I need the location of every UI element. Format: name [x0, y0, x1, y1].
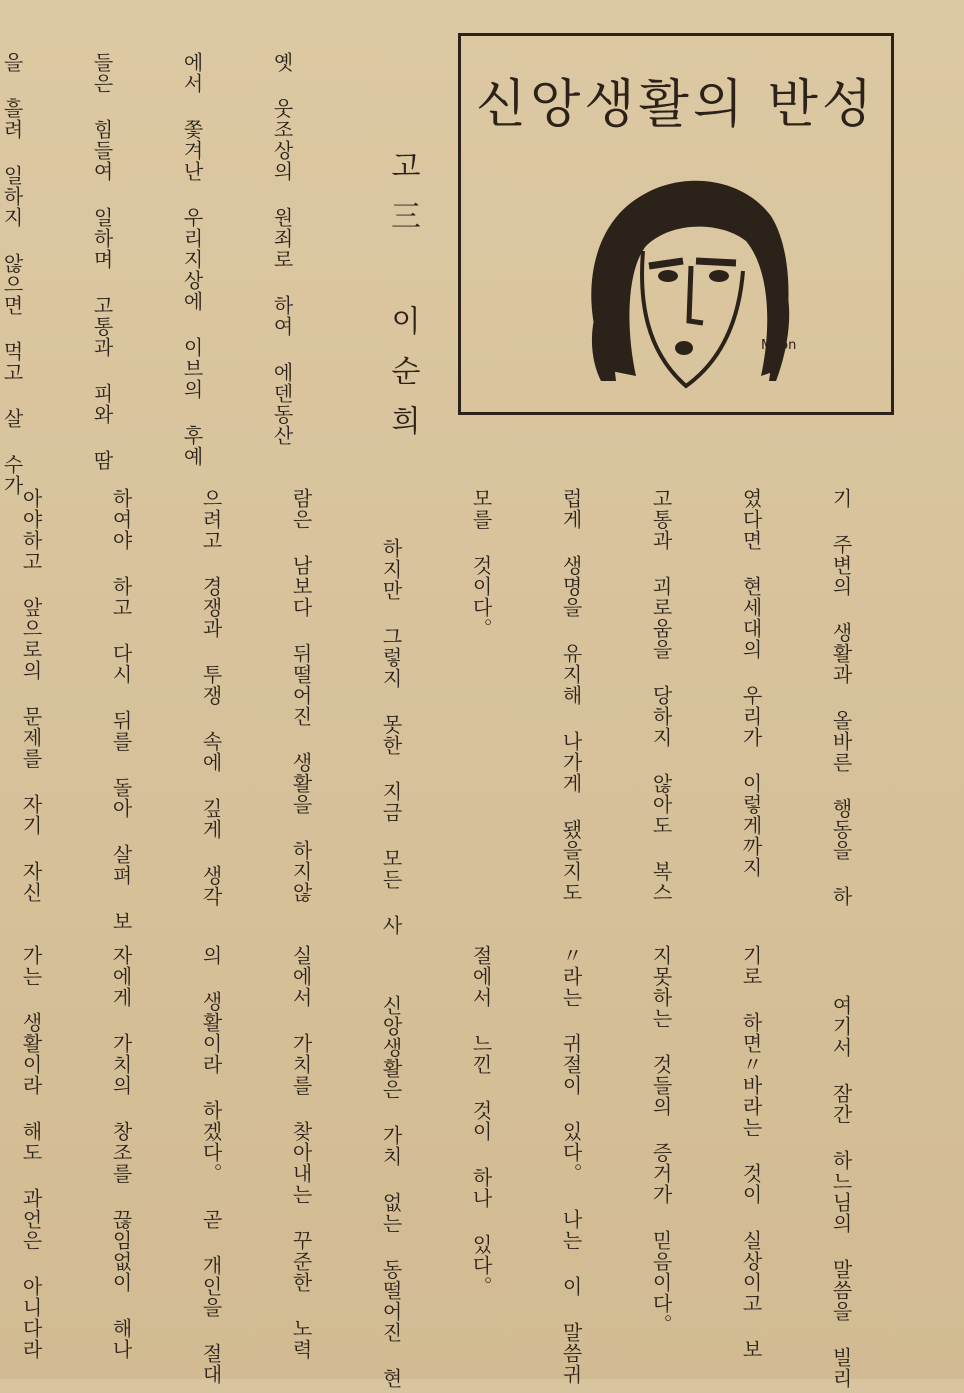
text-column: 여기서 잠간 하느님의 말씀을 빌리 [829, 945, 853, 1389]
text-column: 였다면 현세대의 우리가 이렇게까지 [739, 488, 763, 878]
text-column: 신앙생활은 가치 없는 동떨어진 현 [379, 945, 403, 1389]
text-column: 기 주변의 생활과 올바른 행동을 하 [829, 488, 853, 907]
text-column: 아야하고 앞으로의 문제를 자기 자신 [19, 488, 43, 903]
left-column-block [0, 52, 357, 496]
text-column: 실에서 가치를 찾아내는 꾸준한 노력 [289, 945, 313, 1360]
portrait-illustration [571, 171, 801, 411]
text-column: 가는 생활이라 해도 과언은 아니다라 [19, 945, 43, 1360]
text-column: 모를 것이다。 [469, 488, 493, 639]
text-column: 의 생활이라 하겠다。 곧 개인을 절대 [199, 945, 223, 1385]
text-column: 하여야 하고 다시 뒤를 돌아 살펴 보 [109, 488, 133, 932]
text-column: 지못하는 것들의 증거가 믿음이다。 [649, 945, 673, 1335]
middle-column-block [19, 488, 916, 936]
bottom-column-block [19, 945, 916, 1389]
text-column: 럽게 생명을 유지해 나가게 됐을지도 [559, 488, 583, 903]
text-column: 을 흘려 일하지 않으면 먹고 살 수가 [0, 52, 24, 496]
text-column: 고통과 괴로움을 당하지 않아도 복스 [649, 488, 673, 903]
text-column: 옛 웃조상의 원죄로 하여 에덴동산 [270, 52, 294, 446]
text-column: 람은 남보다 뒤떨어진 생활을 하지않 [289, 488, 313, 903]
article-title: 신앙생활의 반성 [475, 75, 877, 135]
text-column: 으려고 경쟁과 투쟁 속에 깊게 생각 [199, 488, 223, 907]
text-column: 〃라는 귀절이 있다。 나는 이 말씀귀 [559, 945, 583, 1385]
text-column: 하지만 그렇지 못한 지금 모든 사 [379, 488, 403, 936]
text-column: 절에서 느낀 것이 하나 있다。 [469, 945, 493, 1297]
author-name: 고三 이순희 [385, 150, 420, 455]
title-box [458, 33, 894, 415]
signature: Moon [761, 338, 797, 353]
text-column: 들은 힘들여 일하며 고통과 피와 땀 [90, 52, 114, 471]
text-column: 에서 쫓겨난 우리지상에 이브의 후예 [180, 52, 204, 467]
text-column: 자에게 가치의 창조를 끊임없이 해나 [109, 945, 133, 1360]
text-column: 기로 하면〃바라는 것이 실상이고 보 [739, 945, 763, 1360]
